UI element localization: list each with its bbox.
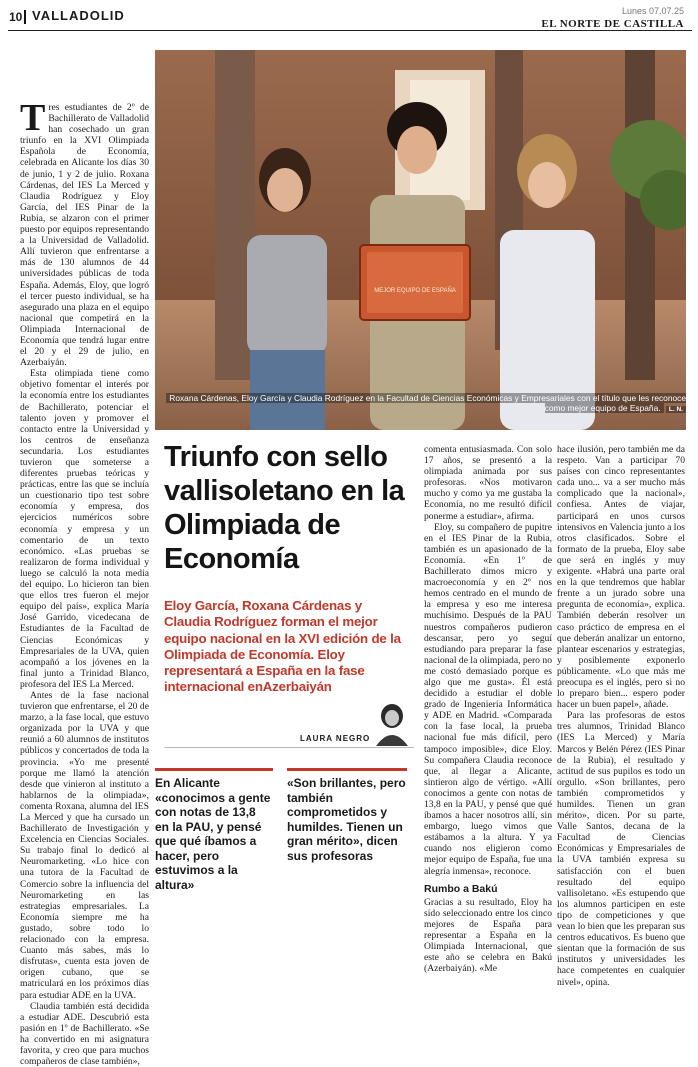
subhead-text: forman el mejor equipo nacional en la XVI edición de la Olimpiada de Economía. Eloy representará a España en la fase internacional enAzerbaiyán [164, 614, 401, 695]
quote-rule [287, 768, 407, 771]
students-with-award-illustration [155, 50, 686, 430]
paragraph: Para las profesoras de estos tres alumnos, Trinidad Blanco (IES La Merced) y María Marcos y Belén Pérez (IES Pinar de la Rubia), el resultado y actitud de sus pupilos es todo un orgullo. «Son brillantes, pero también comprometidos y humildes. Tienen un gran mérito», dicen. Por su parte, Valle Santos, decana de la Facultad de Ciencias Económicas y Empresariales de la UVA también expresa su satisfacción con el buen resultado del equipo vallisoletano. «Es estupendo que los alumnos participen en este tipo de competiciones y que vean lo bien que les preparan sus centros educativos. Es bueno que sientan que la formación de sus institutos y universidades les hace competentes en cualquier nivel», opina. [557, 710, 685, 988]
pull-quote-1: En Alicante «conocimos a gente con notas de 13,8 en la PAU, y pensé que qué íbamos a hacer, pero estuvimos a la altura» [155, 776, 271, 892]
body-column-4 [557, 444, 685, 988]
pull-quote-2: «Son brillantes, pero también comprometidos y humildes. Tienen un gran mérito», dicen sus profesoras [287, 776, 406, 863]
subhead-names: Eloy García, Roxana Cárdenas y Claudia Rodríguez [164, 598, 362, 630]
header-rule [8, 30, 692, 31]
plaque-text: MEJOR EQUIPO DE ESPAÑA [374, 288, 456, 294]
body-column-1 [20, 97, 149, 1067]
drop-cap: T [20, 97, 46, 139]
photo-credit: L. N. [666, 406, 686, 413]
page-number: 10 [9, 10, 23, 24]
paragraph: hace ilusión, pero también me da respeto. Van a participar 70 países con cinco representantes cada uno... va a ser mucho más complicado que la nacional», confiesa. Antes de viajar, participará en unos cursos intensivos en Valencia junto a los otros clasificados. Sobre el formato de la prueba, Eloy sabe que será en inglés y muy exigente. «Habrá una parte oral en la que tendremos que hablar frente a un jurado sobre una pregunta de economía», explica. También deberán resolver un caso práctico de empresa en el que deberán analizar un entorno, plantear escenarios y estrategias, y posiblemente exponerlo públicamente. «Lo que más me preocupa es el inglés, pero si no lo preparo bien... espero poder hacer un buen papel», añade. [557, 444, 685, 711]
paragraph: Eloy, su compañero de pupitre en el IES Pinar de la Rubia, también es un apasionado de la Economía. «En 1º de Bachillerato dimos micro y macroeconomía y en 2º nos hemos centrado en el mundo de la empresa y eso me interesa muchísimo. Después de la PAU nuestros compañeros pudieron descansar, pero yo seguí estudiando para preparar la fase nacional de la olimpiada, pero no me costó demasiado porque es algo que me gusta». Él está decidido a estudiar el doble grado de Ingeniería Informática y ADE en Madrid. «Comparada con la fase local, la prueba nacional fue más difícil, pero tampoco imposible», dice Eloy. Su compañera Claudia reconoce que, al llegar a Alicante, sintieron algo de vértigo. «Allí conocimos a gente con notas de 13,8 en la PAU, y pensé que qué íbamos a hacer nosotros allí, sin embargo, luego vimos que estábamos a la altura. Y ya cuando nos eligieron como mejor equipo de España, fue una alegría inmensa», reconoce. [424, 521, 552, 877]
paragraph: Claudia también está decidida a estudiar ADE. Descubrió esta pasión en 1º de Bachillerato. «Se ha convertido en mi asignatura favorita, y creo que para muchos compañeros de clase también», [20, 1000, 149, 1067]
subheading: Rumbo a Bakú [424, 882, 498, 895]
author-avatar [373, 700, 411, 746]
section-title: VALLADOLID [32, 8, 125, 23]
paragraph: Gracias a su resultado, Eloy ha sido seleccionado entre los cinco mejores de España para representar a España en la Olimpiada Internacional, que este año se celebra en Bakú (Azerbaiyán). «Me [424, 896, 552, 975]
subheadline [164, 598, 409, 696]
photo-caption [155, 393, 686, 415]
paragraph: Antes de la fase nacional tuvieron que enfrentarse, el 20 de marzo, a la fase local, que estuvo organizada por la UVA y que reunió a 60 alumnos de institutos públicos y concertados de toda la provincia. «Yo me presenté porque me llamó la atención desde que vinieron al instituto a hablarnos de la olimpiada», comenta Roxana, alumna del IES La Merced y que ha cursado un Bachillerato de Investigación y Excelencia en Ciencias Sociales. Su trabajo final lo dedicó al Neuromarketing. «Lo hice con una tutora de la Facultad de Comercio sobre la influencia del Neuromarketing en las estrategias empresariales. La Economía siempre me ha gustado, sobre todo lo relacionado con la empresa. Cuanto más sabes, más lo disfrutas», cuenta esta joven de origen cubano, que se matriculará en los próximos días para estudiar ADE en la UVA. [20, 689, 149, 1001]
caption-text: Roxana Cárdenas, Eloy García y Claudia Rodríguez en la Facultad de Ciencias Económicas y Empresariales con el título que les reconoce como mejor equipo de España. [166, 393, 686, 413]
article-photo [155, 50, 686, 430]
headline: Triunfo con sello vallisoletano en la Olimpiada de Economía [164, 441, 405, 575]
header-divider [24, 10, 26, 24]
body-column-3 [424, 444, 552, 974]
byline-rule [164, 747, 414, 748]
paragraph: res estudiantes de 2º de Bachillerato de Valladolid han cosechado un gran triunfo en la XVI Olimpiada Española de Economía, celebrada en Alicante los días 30 de junio, 1 y 2 de julio. Roxana Cárdenas, del IES La Merced y Claudia Rodríguez y Eloy García, del IES Pinar de la Rubia, se alzaron con el primer puesto por equipos representando a la Universidad de Valladolid. Allí tuvieron que enfrentarse a más de 130 alumnos de 44 universidades públicas de toda España. Además, Eloy, que logró el tercer puesto individual, se ha asegurado una plaza en el equipo nacional que competirá en la Olimpiada Internacional de Economía que tendrá lugar entre el 20 y el 29 de julio, en Azerbaiyán. [20, 102, 149, 369]
byline: LAURA NEGRO [300, 734, 371, 743]
newspaper-name: EL NORTE DE CASTILLA [541, 18, 684, 30]
paragraph: Esta olimpiada tiene como objetivo fomentar el interés por la economía entre los estudiantes de Bachillerato, potenciar el talento joven y promover el contacto entre la Universidad y los centros de enseñanza secundaria. Los estudiantes tuvieron que someterse a diferentes pruebas teóricas y prácticas, entre las que se incluía un cuestionario tipo test sobre economía y empresa, dos ejercicios numéricos sobre economía y empresa y un comentario de un texto económico. «Las pruebas se realizaron de forma individual y luego se calculó la nota media del equipo. Lo hicieron tan bien que ellos tres fueron el mejor equipo del país», explica María José Garrido, vicedecana de Estudiantes de la Facultad de Ciencias Económicas y Empresariales de la UVA, quien acompañó a los jóvenes en la final junto a Trinidad Blanco, profesora del IES La Merced. [20, 368, 149, 690]
paragraph: comenta entusiasmada. Con solo 17 años, se presentó a la olimpiada animada por sus profesoras. «Nos motivaron mucho y como ya me gustaba la Economía, no me resultó difícil ponerme a estudiar», afirma. [424, 444, 552, 522]
quote-rule [155, 768, 273, 771]
issue-date: Lunes 07.07.25 [621, 6, 684, 16]
